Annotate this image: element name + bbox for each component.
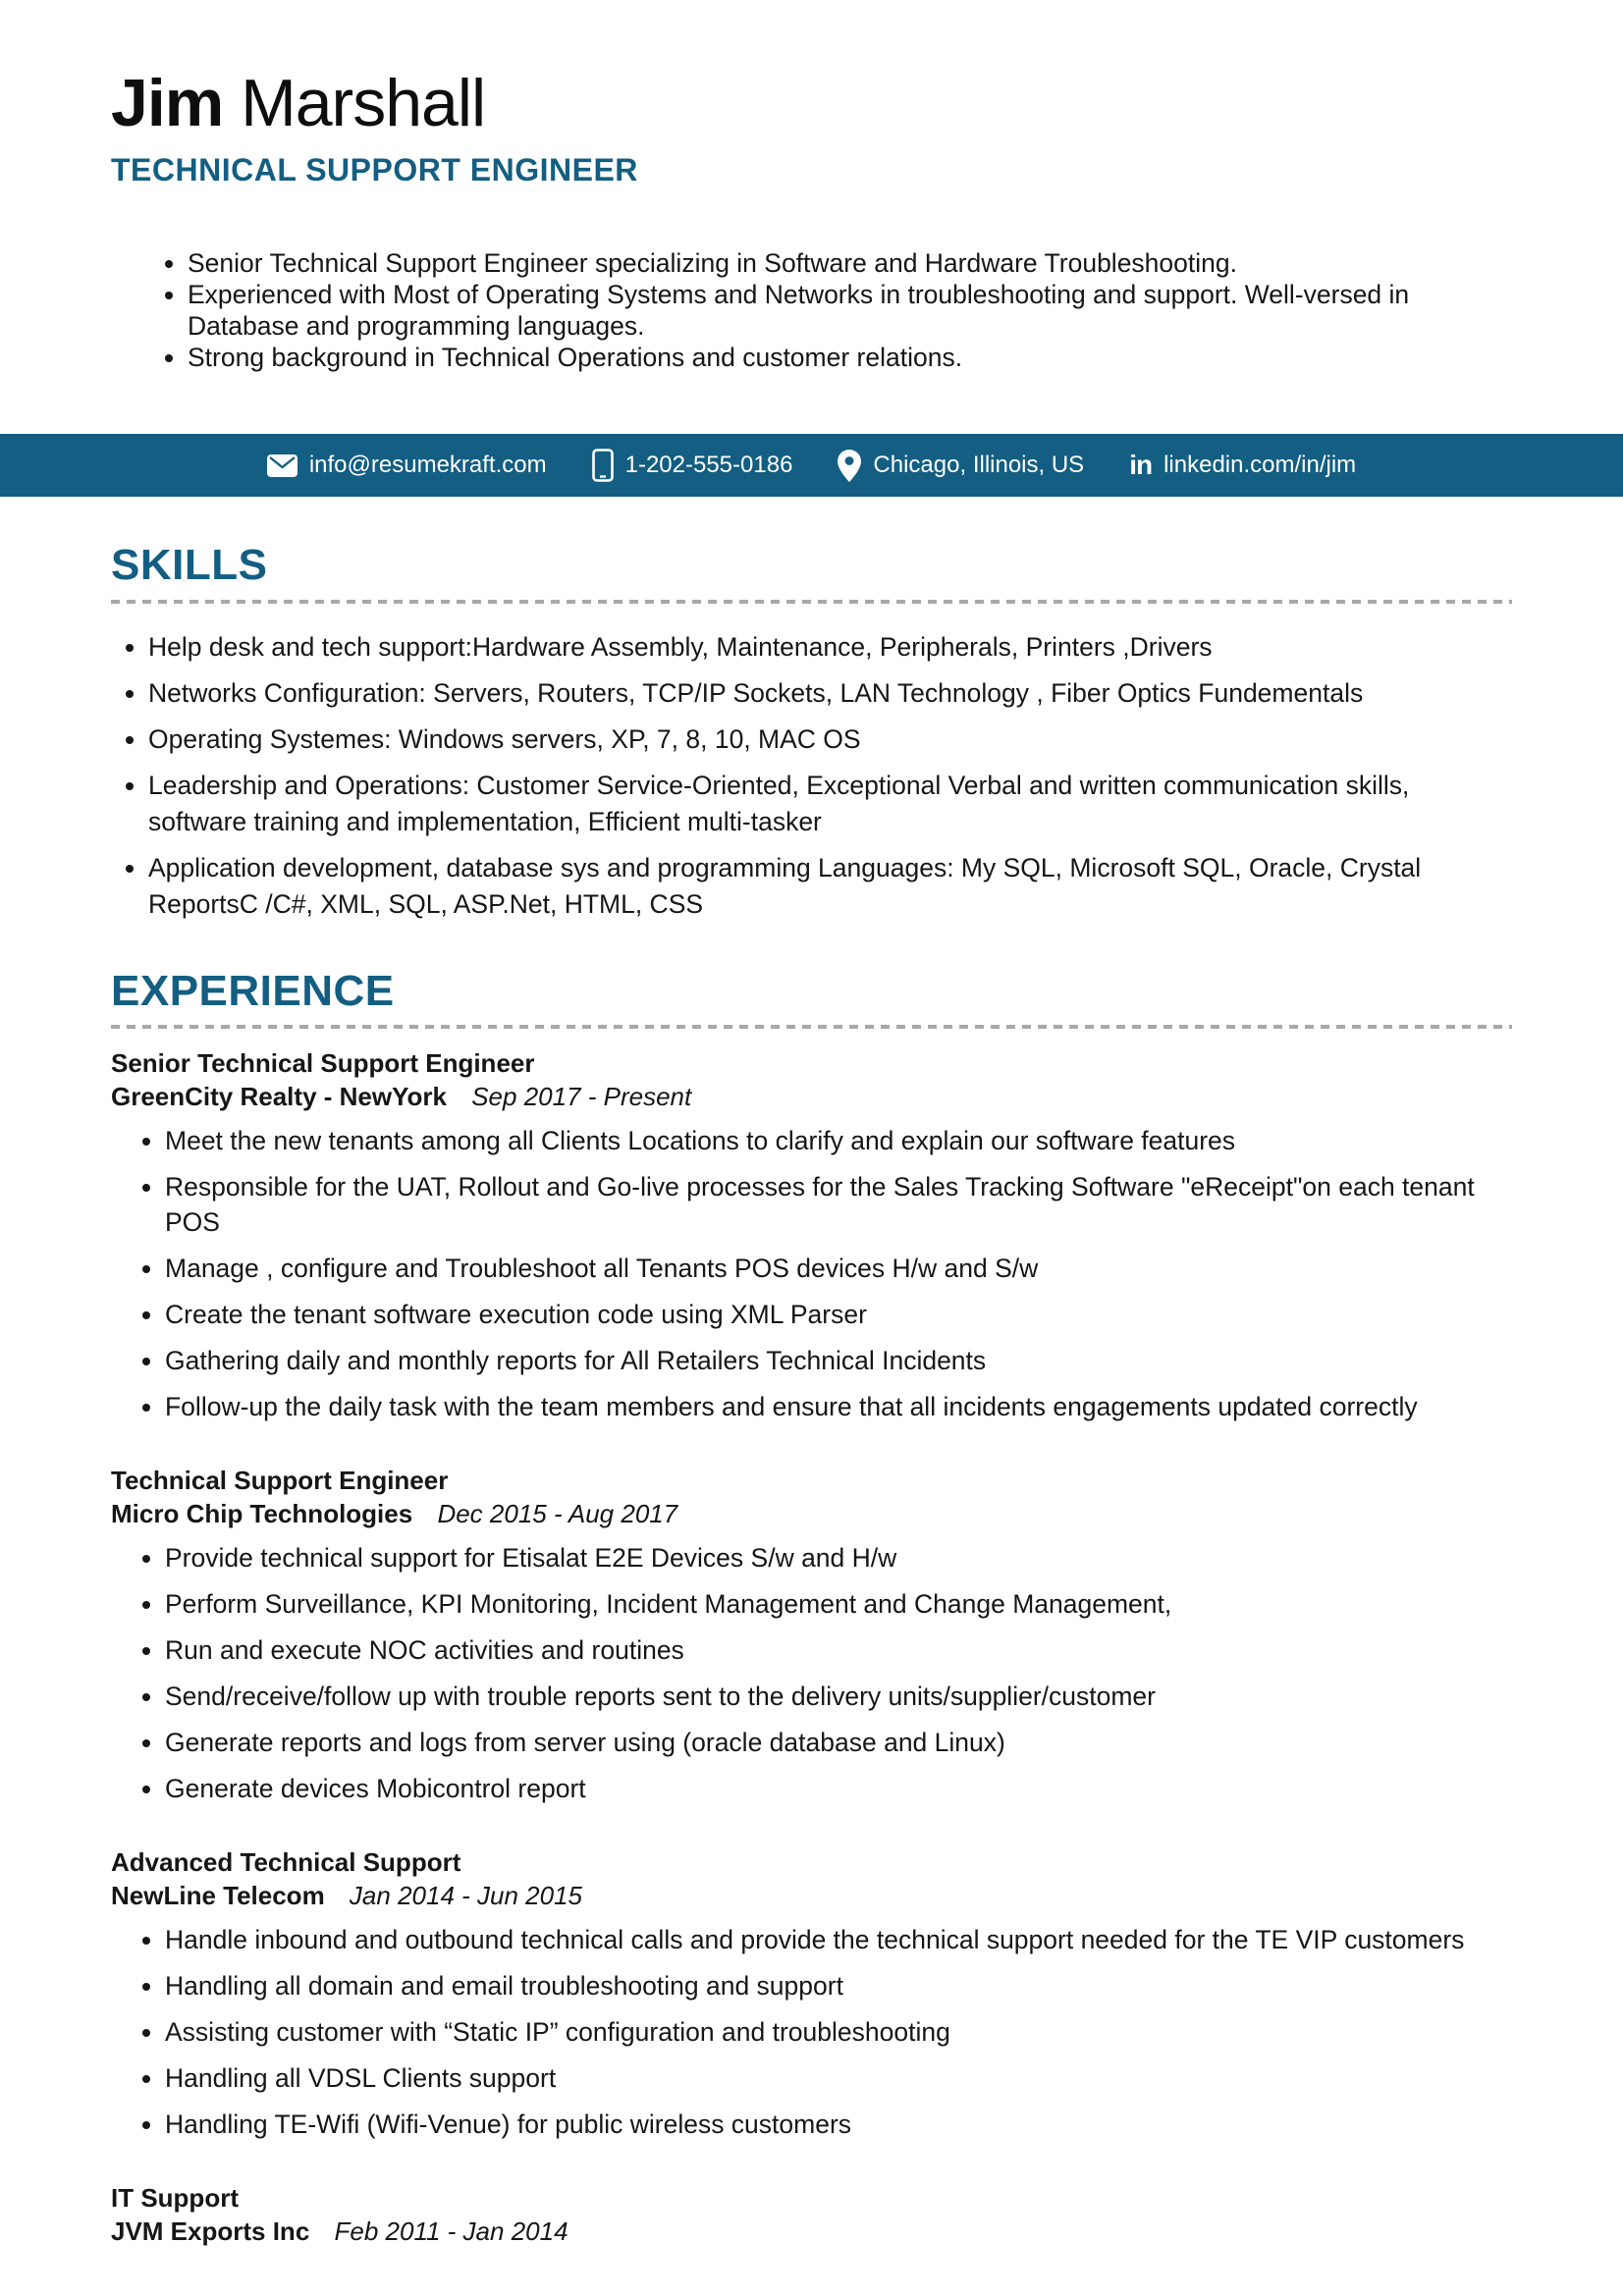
job-dates: Sep 2017 - Present	[471, 1082, 692, 1112]
envelope-icon	[267, 454, 298, 477]
job-bullet: • Create the tenant software execution code using XML Parser	[165, 1297, 1512, 1332]
skills-heading: SKILLS	[111, 541, 268, 590]
job-title: Technical Support Engineer	[111, 1466, 449, 1496]
contact-bar	[0, 434, 1623, 497]
contact-linkedin-text: linkedin.com/in/jim	[1163, 452, 1357, 479]
job-bullet-list	[140, 1922, 1512, 2142]
contact-location-text: Chicago, Illinois, US	[873, 452, 1085, 479]
job-entry	[111, 1046, 1512, 1424]
map-pin-icon	[838, 450, 861, 482]
job-bullet: • Manage , configure and Troubleshoot all Tenants POS devices H/w and S/w	[165, 1251, 1512, 1286]
job-entry	[111, 1464, 1512, 1806]
job-bullet: • Handling all VDSL Clients support	[165, 2060, 1512, 2096]
page-title	[111, 66, 1512, 140]
contact-phone	[592, 449, 793, 482]
section-divider	[111, 600, 1512, 604]
job-dates: Jan 2014 - Jun 2015	[349, 1881, 582, 1911]
job-entry	[111, 2181, 1512, 2248]
summary-item: • Experienced with Most of Operating Systems and Networks in troubleshooting and support. Well-versed in Database and programming languages.	[188, 279, 1512, 342]
summary-list	[160, 247, 1512, 373]
linkedin-icon: in	[1129, 450, 1153, 481]
job-entry	[111, 1845, 1512, 2142]
job-company: GreenCity Realty - NewYork	[111, 1082, 447, 1112]
skill-item: • Help desk and tech support:Hardware Assembly, Maintenance, Peripherals, Printers ,Drivers	[148, 629, 1512, 666]
summary-item: • Senior Technical Support Engineer specializing in Software and Hardware Troubleshooting.	[188, 247, 1512, 279]
job-title: IT Support	[111, 2183, 239, 2214]
job-title: Advanced Technical Support	[111, 1847, 461, 1878]
job-bullet: • Perform Surveillance, KPI Monitoring, Incident Management and Change Management,	[165, 1586, 1512, 1622]
job-bullet: • Run and execute NOC activities and routines	[165, 1632, 1512, 1668]
skill-item: • Leadership and Operations: Customer Service-Oriented, Exceptional Verbal and written communication skills, software training and implementation, Efficient multi-tasker	[148, 768, 1512, 840]
job-meta	[111, 1497, 1512, 1530]
job-bullet-list	[140, 1123, 1512, 1424]
contact-phone-text: 1-202-555-0186	[624, 452, 793, 479]
experience-heading: EXPERIENCE	[111, 966, 395, 1015]
job-bullet: • Meet the new tenants among all Clients Locations to clarify and explain our software features	[165, 1123, 1512, 1158]
summary-item: • Strong background in Technical Operations and customer relations.	[188, 342, 1512, 373]
skill-item: • Networks Configuration: Servers, Routers, TCP/IP Sockets, LAN Technology , Fiber Optics Fundementals	[148, 675, 1512, 712]
first-name: Jim	[111, 66, 224, 140]
job-bullet: • Follow-up the daily task with the team members and ensure that all incidents engagements updated correctly	[165, 1389, 1512, 1424]
job-bullet: • Handling TE-Wifi (Wifi-Venue) for public wireless customers	[165, 2107, 1512, 2142]
job-bullet-list	[140, 1540, 1512, 1806]
section-divider	[111, 1025, 1512, 1029]
job-bullet: • Generate reports and logs from server using (oracle database and Linux)	[165, 1725, 1512, 1760]
contact-location	[838, 450, 1084, 482]
last-name: Marshall	[241, 66, 486, 140]
contact-linkedin	[1129, 452, 1356, 479]
job-bullet: • Provide technical support for Etisalat E2E Devices S/w and H/w	[165, 1540, 1512, 1575]
mobile-phone-icon	[592, 449, 614, 482]
job-title: Senior Technical Support Engineer	[111, 1048, 535, 1079]
skill-item: • Application development, database sys and programming Languages: My SQL, Microsoft SQL, Oracle, Crystal ReportsC /C#, XML, SQL, ASP.Net, HTML, CSS	[148, 850, 1512, 923]
job-title-heading: TECHNICAL SUPPORT ENGINEER	[111, 152, 638, 188]
job-company: NewLine Telecom	[111, 1881, 325, 1911]
job-bullet: • Gathering daily and monthly reports for All Retailers Technical Incidents	[165, 1343, 1512, 1378]
skill-item: • Operating Systemes: Windows servers, XP, 7, 8, 10, MAC OS	[148, 721, 1512, 758]
job-bullet: • Assisting customer with “Static IP” configuration and troubleshooting	[165, 2014, 1512, 2050]
job-bullet: • Generate devices Mobicontrol report	[165, 1771, 1512, 1806]
job-company: JVM Exports Inc	[111, 2216, 310, 2247]
contact-email-text: info@resumekraft.com	[308, 452, 547, 479]
job-meta	[111, 1879, 1512, 1912]
contact-email	[267, 452, 547, 479]
job-meta	[111, 2215, 1512, 2248]
job-bullet: • Responsible for the UAT, Rollout and Go-live processes for the Sales Tracking Software "eReceipt"on each tenant POS	[165, 1169, 1512, 1240]
job-dates: Feb 2011 - Jan 2014	[334, 2216, 568, 2247]
job-bullet: • Handle inbound and outbound technical calls and provide the technical support needed for the TE VIP customers	[165, 1922, 1512, 1957]
job-dates: Dec 2015 - Aug 2017	[437, 1499, 678, 1529]
job-bullet: • Handling all domain and email troubleshooting and support	[165, 1968, 1512, 2003]
skills-list	[131, 629, 1512, 923]
job-bullet: • Send/receive/follow up with trouble reports sent to the delivery units/supplier/customer	[165, 1679, 1512, 1714]
job-company: Micro Chip Technologies	[111, 1499, 413, 1529]
job-meta	[111, 1080, 1512, 1113]
